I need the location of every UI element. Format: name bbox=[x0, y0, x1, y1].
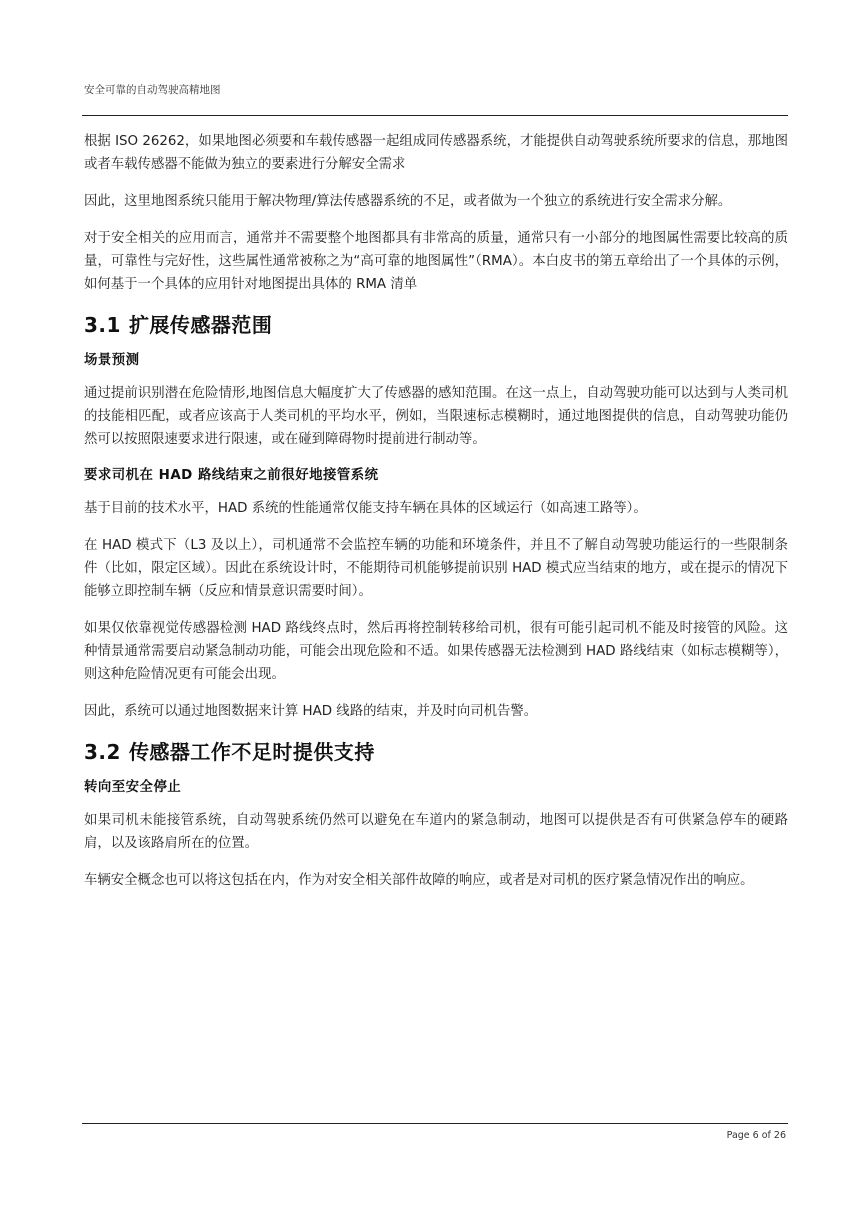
section-heading-3-1 bbox=[84, 310, 788, 340]
section-title: 扩展传感器范围 bbox=[128, 313, 273, 337]
header-divider bbox=[82, 115, 788, 116]
subheading-scenario-prediction: 场景预测 bbox=[84, 353, 140, 368]
paragraph: 车辆安全概念也可以将这包括在内，作为对安全相关部件故障的响应，或者是对司机的医疗紧急情况作出的响应。 bbox=[84, 873, 754, 888]
subheading-driver-takeover: 要求司机在 HAD 路线结束之前很好地接管系统 bbox=[84, 468, 379, 483]
subheading-safe-stop: 转向至安全停止 bbox=[84, 780, 182, 795]
section-number: 3.1 bbox=[84, 313, 121, 337]
footer-divider bbox=[82, 1123, 788, 1124]
paragraph: 因此，系统可以通过地图数据来计算 HAD 线路的结束，并及时向司机告警。 bbox=[84, 704, 538, 719]
paragraph: 如果仅依靠视觉传感器检测 HAD 路线终点时，然后再将控制转移给司机，很有可能引起司机不能及时接管的风险。这种情景通常需要启动紧急制动功能，可能会出现危险和不适。如果传感器无法检测到 HAD 路线结束（如标志模糊等），则这种危险情况更有可能会出现。 bbox=[84, 621, 788, 682]
paragraph: 在 HAD 模式下（L3 及以上），司机通常不会监控车辆的功能和环境条件，并且不了解自动驾驶功能运行的一些限制条件（比如，限定区域）。因此在系统设计时，不能期待司机能够提前识别 HAD 模式应当结束的地方，或在提示的情况下能够立即控制车辆（反应和情景意识需要时间）。 bbox=[84, 538, 788, 599]
paragraph: 对于安全相关的应用而言，通常并不需要整个地图都具有非常高的质量，通常只有一小部分的地图属性需要比较高的质量，可靠性与完好性，这些属性通常被称之为“高可靠的地图属性”（RMA）。本白皮书的第五章给出了一个具体的示例，如何基于一个具体的应用针对地图提出具体的 RMA 清单 bbox=[84, 231, 788, 292]
section-number: 3.2 bbox=[84, 740, 121, 764]
paragraph: 因此，这里地图系统只能用于解决物理/算法传感器系统的不足，或者做为一个独立的系统进行安全需求分解。 bbox=[84, 194, 732, 209]
running-header: 安全可靠的自动驾驶高精地图 bbox=[84, 84, 221, 96]
section-title: 传感器工作不足时提供支持 bbox=[128, 740, 375, 764]
paragraph: 如果司机未能接管系统，自动驾驶系统仍然可以避免在车道内的紧急制动，地图可以提供是否有可供紧急停车的硬路肩，以及该路肩所在的位置。 bbox=[84, 813, 788, 851]
page-content bbox=[84, 130, 788, 906]
paragraph: 基于目前的技术水平，HAD 系统的性能通常仅能支持车辆在具体的区域运行（如高速工路等）。 bbox=[84, 501, 647, 516]
section-heading-3-2 bbox=[84, 737, 788, 767]
paragraph: 根据 ISO 26262，如果地图必须要和车载传感器一起组成同传感器系统，才能提供自动驾驶系统所要求的信息，那地图或者车载传感器不能做为独立的要素进行分解安全需求 bbox=[84, 134, 788, 172]
paragraph: 通过提前识别潜在危险情形,地图信息大幅度扩大了传感器的感知范围。在这一点上，自动驾驶功能可以达到与人类司机的技能相匹配，或者应该高于人类司机的平均水平，例如，当限速标志模糊时，通过地图提供的信息，自动驾驶功能仍然可以按照限速要求进行限速，或在碰到障碍物时提前进行制动等。 bbox=[84, 386, 788, 447]
page-number: Page 6 of 26 bbox=[726, 1130, 786, 1141]
